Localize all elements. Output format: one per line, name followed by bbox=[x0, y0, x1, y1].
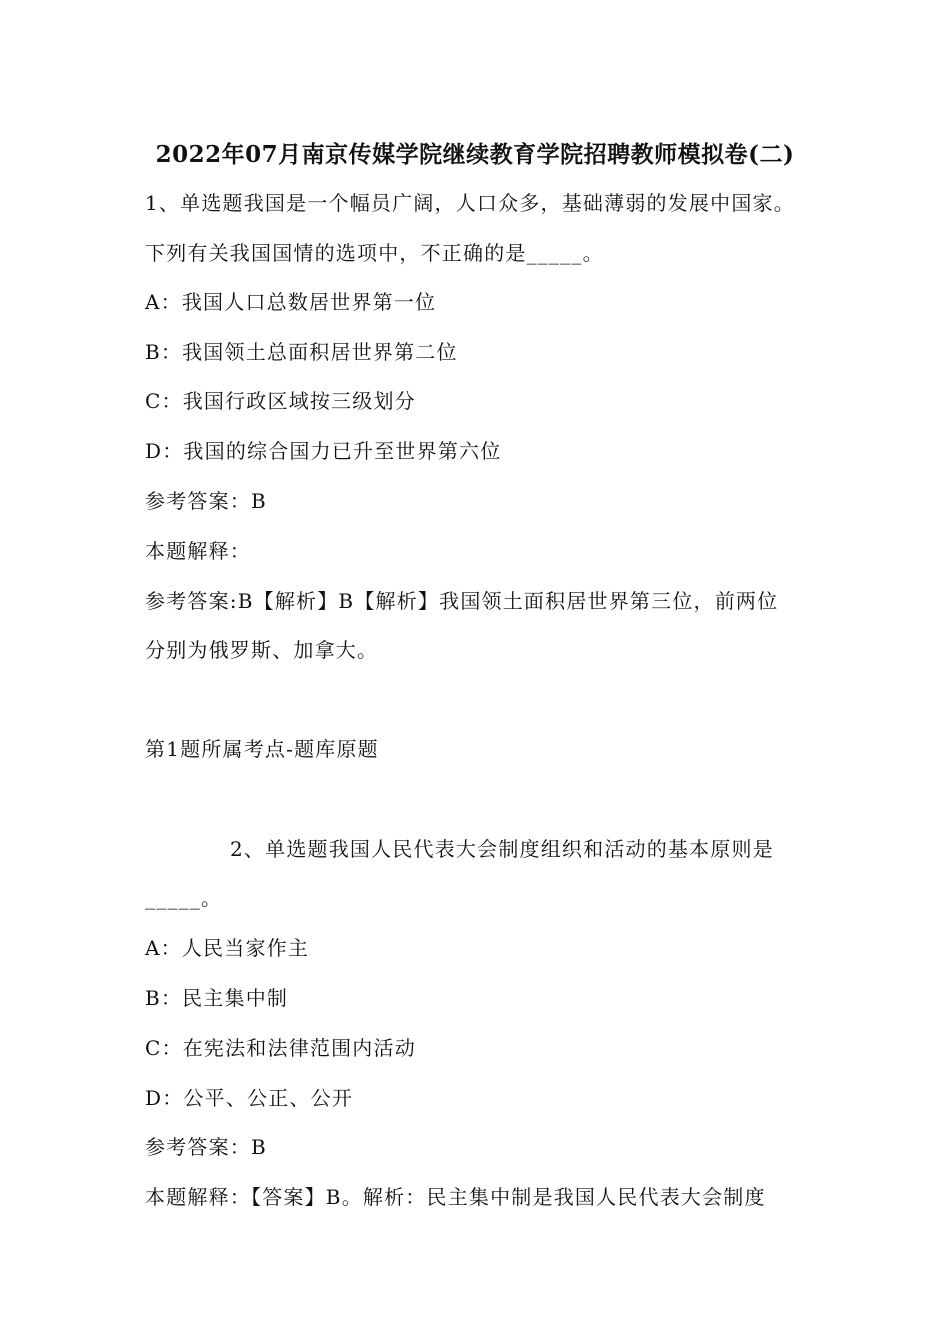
q2-answer: 参考答案：B bbox=[145, 1135, 267, 1159]
q1-explanation-line2: 分别为俄罗斯、加拿大。 bbox=[145, 638, 379, 662]
q1-answer: 参考答案：B bbox=[145, 489, 267, 513]
q2-stem-line1: 2、单选题我国人民代表大会制度组织和活动的基本原则是 bbox=[230, 837, 774, 861]
q2-explanation-line1: 本题解释：【答案】B。解析：民主集中制是我国人民代表大会制度 bbox=[145, 1185, 766, 1209]
q1-option-a: A：我国人口总数居世界第一位 bbox=[145, 290, 437, 314]
q2-stem-line2: _____。 bbox=[145, 886, 223, 910]
q2-option-a: A：人民当家作主 bbox=[145, 936, 310, 960]
q2-option-b: B：民主集中制 bbox=[145, 986, 289, 1010]
q2-option-c: C：在宪法和法律范围内活动 bbox=[145, 1036, 416, 1060]
q1-explanation-label: 本题解释： bbox=[145, 539, 251, 563]
q1-explanation-line1: 参考答案:B【解析】B【解析】我国领土面积居世界第三位，前两位 bbox=[145, 589, 779, 613]
q1-knowledge-point: 第1题所属考点-题库原题 bbox=[145, 737, 379, 761]
q1-stem-line1: 1、单选题我国是一个幅员广阔，人口众多，基础薄弱的发展中国家。 bbox=[145, 191, 795, 215]
q2-option-d: D：公平、公正、公开 bbox=[145, 1086, 354, 1110]
q1-option-c: C：我国行政区域按三级划分 bbox=[145, 389, 416, 413]
q1-option-d: D：我国的综合国力已升至世界第六位 bbox=[145, 439, 502, 463]
q1-option-b: B：我国领土总面积居世界第二位 bbox=[145, 340, 458, 364]
document-title: 2022年07月南京传媒学院继续教育学院招聘教师模拟卷(二) bbox=[155, 141, 795, 168]
q1-stem-line2: 下列有关我国国情的选项中，不正确的是_____。 bbox=[145, 241, 604, 265]
